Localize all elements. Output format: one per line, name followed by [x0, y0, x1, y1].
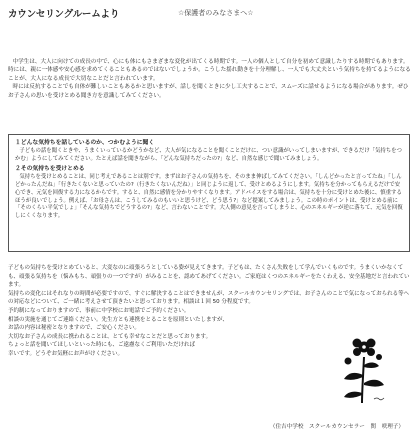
- closing-paragraph: 子どもの気持ちを受けとめていると、大変なのに頑張ろうとしている姿が見えてきます。子どもは、たくさん失敗をして学んでいくものです。うまくいかなくても、頑張る気持ちを（悩みもち、頑張りの一つですが）がみることを、認めてあげてください。ご家庭はくつのエネルギーをたくわえる、安全基地だと言われています。: [8, 265, 410, 289]
- closing-line: 予約制になっておりますので、事前に中学校にお電話でご予約ください。: [8, 307, 190, 314]
- flower-illustration-icon: [336, 335, 390, 405]
- intro-paragraph: 時には反抗することでも自体が難しいこともあるかと思いますが、話しを聞くときに少し工夫することで、スムーズに話せるようになる場合があります。ぜひお子さんの思いを受けとめる聞き方を意識してみてください。: [8, 84, 409, 99]
- closing-paragraph: 気持ちの変化にはそれなりの時間が必要ですので、すぐに解決することはできませんが、スクールカウンセリングでは、お子さんのことで気になっておられる等への対応などについて、ご一緒に考えさせて頂きたいと思っております。相談は１回 50 分程度です。: [8, 290, 410, 306]
- closing-line: 大切なお子さんの成長に携われることは、とても幸せなことだと思っております。: [8, 333, 212, 340]
- page-subtitle: ☆保護者のみなさまへ☆: [178, 9, 254, 17]
- tip-paragraph-2: 気持ちを受けとめることは、同じ考えであることは別です。まずはお子さんの気持ちを、そのまま伸ばしてみてください。「しんどかったと言ってたね」「しんどかったんだね」「行きたくないと思っていたの?（行きたくないんだね）」と同じように返して、受けとめるようにします。気持ちを分かってもらえるだけで安心でき、元気を回復する力になるからです。すると、自然に感情を分かりやすくなります。アドバイスをする場合は、気持ちを十分に受けとめた後に、慎重するほうが良いでしょう。例えば、「お母さんは、こうしてみるのもいいと思うけど、どう思う?」など提案してみましょう。この時のポイントは、受けとめる前に「そのくらい平気でしょ」「そんな気持ちでどうするの?」など、言わないことです。大人側の意見を言ってしまうと、心のエネルギーが逆に落ちて、元気を回復しにくくなります。: [15, 174, 403, 219]
- closing-line: 幸いです。どうぞお気軽にお声がけください。: [8, 350, 124, 357]
- intro-paragraph: 中学生は、大人に向けての成長の中で、心にも体にもさまざまな変化が出てくる時期です。一人の個人として自分を初めて意識したりする時期でもあります。時には、親に一体感や安心感を求めてくることもあるのではないでしょうか。こうした揺れ動きを十分理解し、一人でも大丈夫という気持ちを持てるようになることが、大人になる成長で大切なことだと言われています。: [8, 59, 411, 82]
- tip-heading-1: １どんな気持ちを話しているのか、つかむように聞く: [15, 140, 155, 146]
- header: [8, 6, 412, 22]
- closing-line: ちょっと話を聞いてほしいといった時にも、ご遠慮なくご利用いただければ: [8, 342, 196, 349]
- closing-line: 相談の実施を通じてご連絡ください。先生方とも連携をとることを原則といたしますが、: [8, 316, 229, 323]
- closing-line: お話の内容は秘密となりますので、ご安心ください。: [8, 325, 140, 332]
- tips-box: [8, 134, 410, 252]
- tip-paragraph-1: 子どもの話を聞くときや、うまくいっているかどうかなど、大人が気になることを聞くことだけに、つい意識がいってしまいますが、できるだけ「気持ちをつかむ」ようにしてみてください。たとえば話を聞きながら、「どんな気持ちだったの?」など、自然な感じで聞いてみましょう。: [15, 148, 402, 162]
- page-title: カウンセリングルームより: [8, 9, 120, 20]
- intro-section: [8, 58, 412, 100]
- signature-line: （住吉中学校 スクールカウンセラー 関 咲理子）: [269, 424, 404, 430]
- tip-heading-2: ２その気持ちを受けとめる: [15, 166, 85, 173]
